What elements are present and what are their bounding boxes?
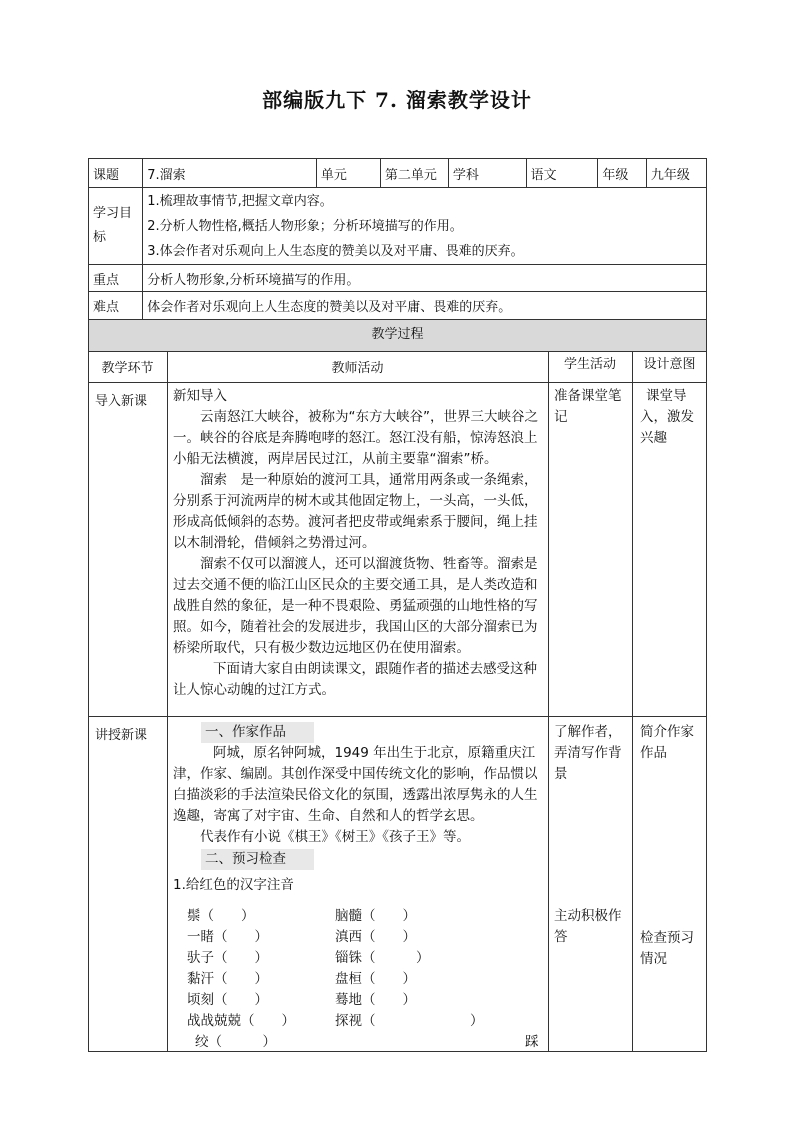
goals-cell	[143, 188, 707, 265]
word-item: 一睹（ ）	[187, 929, 268, 945]
teacher-activity-lesson	[173, 722, 545, 896]
process-header: 教学过程	[88, 320, 707, 352]
grid-line	[167, 351, 168, 1052]
label-subject: 学科	[448, 159, 526, 188]
stage-new-lesson: 讲授新课	[95, 728, 148, 743]
word-item: 锱铢（ ）	[335, 950, 430, 966]
label-grade: 年级	[598, 159, 646, 188]
section-heading-author: 一、作家作品	[201, 722, 314, 743]
goal-item: 3.体会作者对乐观向上人生态度的赞美以及对平庸、畏难的厌弃。	[147, 243, 524, 259]
word-item: 探视（ ）	[335, 1013, 484, 1029]
difficult-value: 体会作者对乐观向上人生态度的赞美以及对平庸、畏难的厌弃。	[143, 292, 707, 320]
intent-author: 简介作家作品	[640, 724, 694, 761]
word-item: 鬃（ ）	[187, 908, 255, 924]
label-unit: 单元	[316, 159, 380, 188]
label-goals	[89, 188, 143, 265]
word-item-trailing: 踩	[525, 1034, 539, 1050]
grade-value: 九年级	[646, 159, 706, 188]
stage-intro: 导入新课	[95, 394, 148, 409]
grid-line	[548, 351, 549, 1052]
intro-paragraph: 云南怒江大峡谷，被称为“东方大峡谷”，世界三大峡谷之一。峡谷的谷底是奔腾咆哮的怒江。怒江没有船，惊涛怒浪上小船无法横渡，两岸居民过江，从前主要靠“溜索”桥。	[173, 409, 538, 467]
word-item: 盘桓（ ）	[335, 971, 416, 987]
key-value: 分析人物形象,分析环境描写的作用。	[143, 265, 707, 292]
grid-line	[88, 716, 707, 717]
preview-task: 1.给红色的汉字注音	[173, 877, 294, 893]
label-topic: 课题	[89, 159, 143, 188]
student-activity-intro: 准备课堂笔记	[554, 388, 622, 425]
subject-value: 语文	[526, 159, 598, 188]
word-item: 驮子（ ）	[187, 950, 268, 966]
author-paragraph: 阿城，原名钟阿城，1949 年出生于北京，原籍重庆江津，作家、编剧。其创作深受中国传统文化的影响，作品惯以白描淡彩的手法渲染民俗文化的氛围，透露出浓厚隽永的人生逸趣，寄寓了对宇宙、生命、自然和人的哲学玄思。	[173, 745, 538, 824]
info-table	[88, 158, 707, 320]
col-stage-header: 教学环节	[101, 361, 154, 376]
intent-preview: 检查预习情况	[640, 930, 694, 967]
word-item: 绞（ ）	[195, 1034, 276, 1050]
grid-line	[632, 351, 633, 1052]
student-activity-preview: 主动积极作答	[554, 908, 622, 945]
student-activity-author: 了解作者，弄清写作背景	[554, 724, 622, 782]
word-item: 脑髓（ ）	[335, 908, 416, 924]
intro-heading: 新知导入	[173, 388, 227, 404]
intro-paragraph: 溜索 是一种原始的渡河工具，通常用两条或一条绳索，分别系于河流两岸的树木或其他固定物上，一头高，一头低，形成高低倾斜的态势。渡河者把皮带或绳索系于腰间，绳上挂以木制滑轮，借倾斜之势滑过河。	[173, 472, 538, 551]
page-title: 部编版九下 7. 溜索教学设计	[262, 88, 532, 112]
label-key: 重点	[89, 265, 143, 292]
intent-intro: 课堂导入，激发兴趣	[640, 388, 694, 446]
word-item: 顷刻（ ）	[187, 992, 268, 1008]
label-goals-text: 学习目标	[93, 206, 133, 245]
unit-value: 第二单元	[380, 159, 448, 188]
author-paragraph: 代表作有小说《棋王》《树王》《孩子王》等。	[200, 829, 470, 845]
goal-item: 2.分析人物性格,概括人物形象；分析环境描写的作用。	[147, 218, 463, 234]
word-item: 蓦地（ ）	[335, 992, 416, 1008]
section-heading-preview: 二、预习检查	[201, 849, 314, 870]
word-item: 滇西（ ）	[335, 929, 416, 945]
label-difficult: 难点	[89, 292, 143, 320]
intro-paragraph: 溜索不仅可以溜渡人，还可以溜渡货物、牲畜等。溜索是过去交通不便的临江山区民众的主要交通工具，是人类改造和战胜自然的象征，是一种不畏艰险、勇猛顽强的山地性格的写照。如今，随着社会的发展进步，我国山区的大部分溜索已为桥梁所取代，只有极少数边远地区仍在使用溜索。	[173, 556, 538, 656]
word-list-right	[335, 906, 535, 1032]
word-item: 战战兢兢（ ）	[187, 1013, 295, 1029]
topic-value: 7.溜索	[143, 159, 317, 188]
col-teacher-header: 教师活动	[331, 361, 384, 376]
teacher-activity-intro	[173, 386, 543, 701]
word-list-left	[187, 906, 337, 1053]
intro-paragraph: 下面请大家自由朗读课文，跟随作者的描述去感受这种让人惊心动魄的过江方式。	[173, 661, 537, 698]
goal-item: 1.梳理故事情节,把握文章内容。	[147, 193, 333, 209]
col-student-header: 学生活动	[563, 357, 616, 372]
grid-line	[88, 382, 707, 383]
col-intent-header: 设计意图	[643, 357, 696, 372]
word-item: 黏汗（ ）	[187, 971, 268, 987]
